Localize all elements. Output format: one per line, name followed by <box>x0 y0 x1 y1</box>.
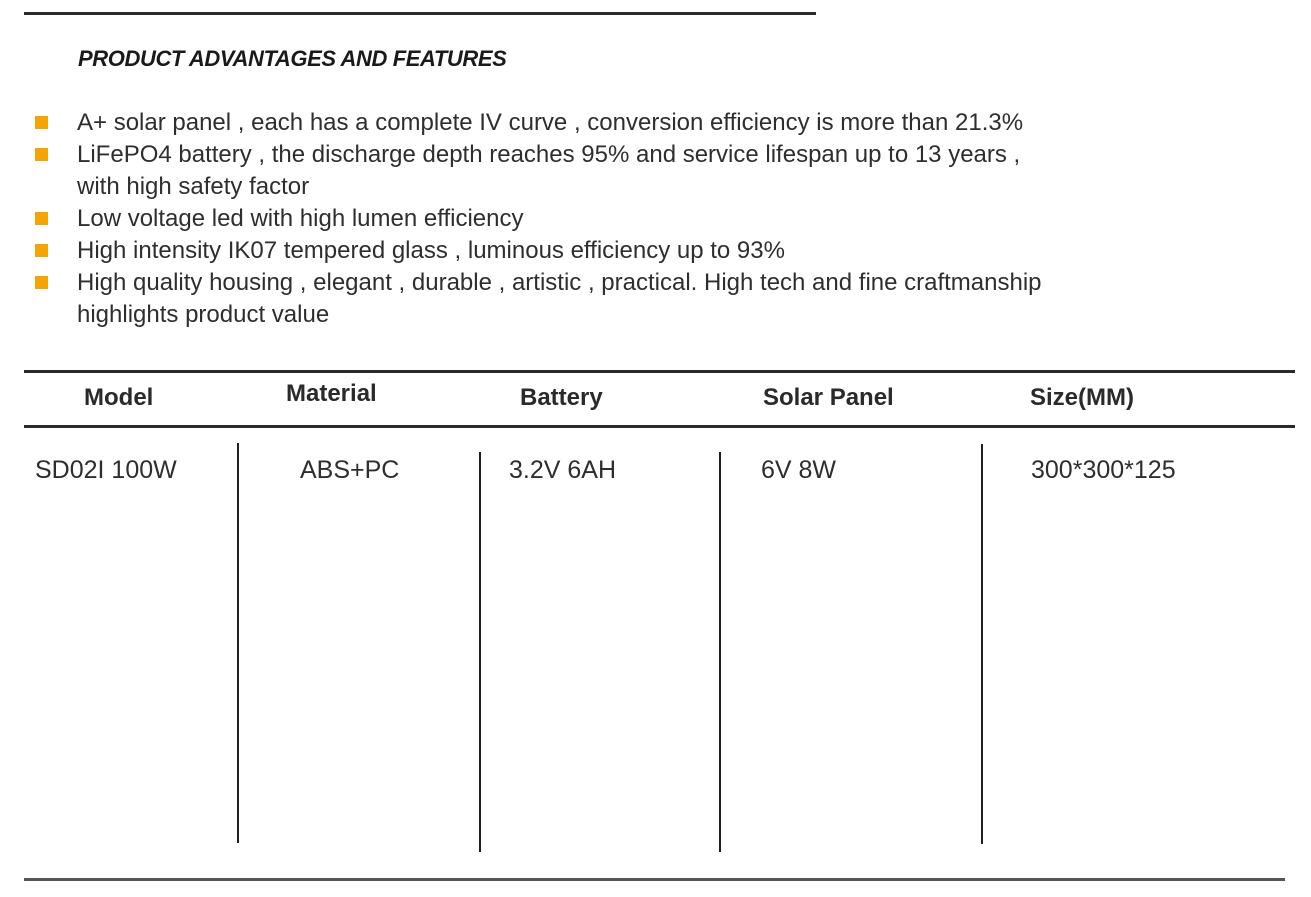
features-list <box>32 107 1212 331</box>
feature-line: A+ solar panel , each has a complete IV curve , conversion efficiency is more than 21.3% <box>77 109 1024 136</box>
feature-item <box>32 267 1212 331</box>
square-bullet-icon <box>35 116 48 129</box>
square-bullet-icon <box>35 276 48 289</box>
table-header-top-rule <box>24 370 1295 373</box>
bottom-divider <box>24 878 1285 881</box>
square-bullet-icon <box>35 244 48 257</box>
cell-model: SD02I 100W <box>35 456 177 484</box>
feature-item <box>32 203 1212 235</box>
cell-material: ABS+PC <box>300 456 400 484</box>
feature-item <box>32 107 1212 139</box>
col-header-solar-panel: Solar Panel <box>763 384 894 411</box>
square-bullet-icon <box>35 148 48 161</box>
square-bullet-icon <box>35 212 48 225</box>
col-header-material: Material <box>286 380 377 407</box>
column-divider <box>479 452 481 852</box>
top-divider <box>24 12 816 15</box>
column-divider <box>719 452 721 852</box>
col-header-model: Model <box>84 384 154 411</box>
feature-item <box>32 139 1212 203</box>
column-divider <box>981 444 983 844</box>
cell-battery: 3.2V 6AH <box>509 456 617 484</box>
feature-item <box>32 235 1212 267</box>
cell-size: 300*300*125 <box>1031 456 1176 484</box>
col-header-size: Size(MM) <box>1030 384 1134 411</box>
feature-line: High quality housing , elegant , durable , artistic , practical. High tech and fine craftmanship <box>77 269 1042 296</box>
col-header-battery: Battery <box>520 384 603 411</box>
section-title: PRODUCT ADVANTAGES AND FEATURES <box>78 46 507 71</box>
table-header-bottom-rule <box>24 425 1295 428</box>
feature-line: LiFePO4 battery , the discharge depth reaches 95% and service lifespan up to 13 years , <box>77 141 1021 168</box>
feature-line: High intensity IK07 tempered glass , luminous efficiency up to 93% <box>77 237 785 264</box>
feature-line: highlights product value <box>77 301 330 328</box>
feature-line: with high safety factor <box>77 173 310 200</box>
feature-line: Low voltage led with high lumen efficiency <box>77 205 524 232</box>
cell-solar-panel: 6V 8W <box>761 456 837 484</box>
column-divider <box>237 443 239 843</box>
